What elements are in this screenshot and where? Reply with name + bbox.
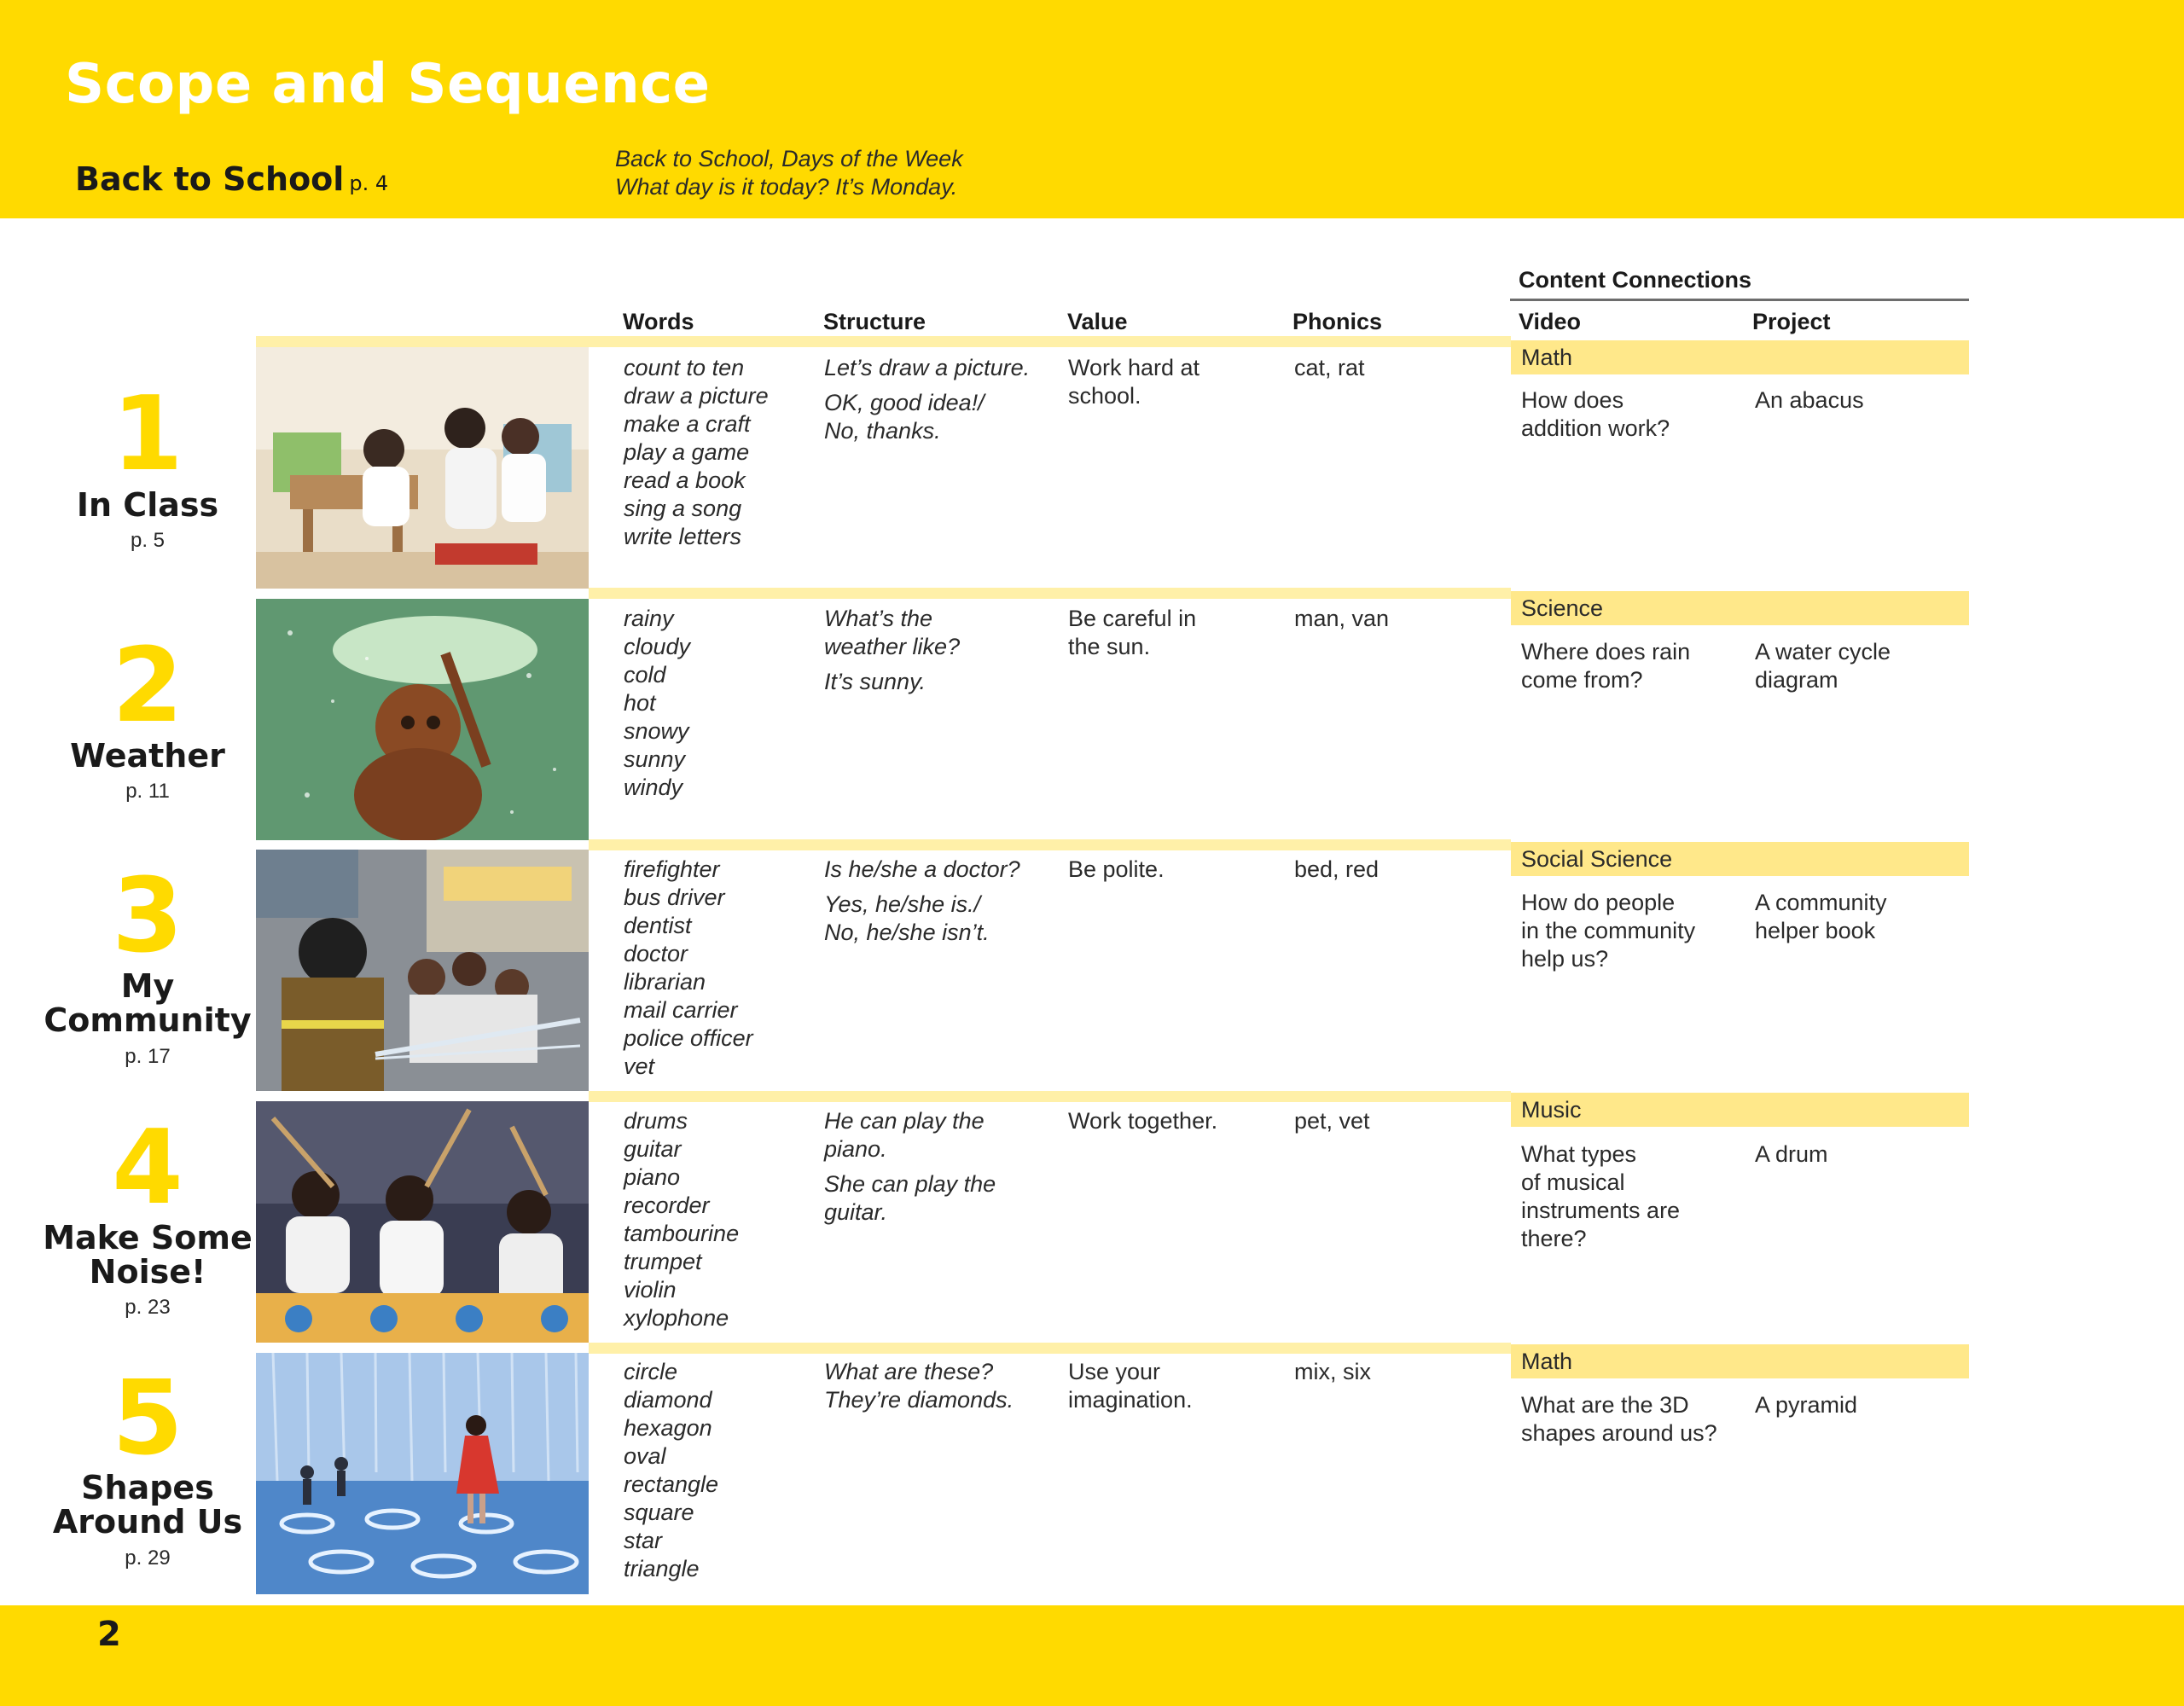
video-cell bbox=[1521, 889, 1695, 973]
structure-line: OK, good idea!/ bbox=[824, 390, 985, 415]
word-item: cloudy bbox=[624, 634, 691, 659]
word-item: doctor bbox=[624, 941, 688, 966]
subject-band: Social Science bbox=[1511, 842, 1969, 876]
unit-number: 1 bbox=[112, 375, 183, 494]
word-item: bus driver bbox=[624, 885, 725, 910]
unit-photo bbox=[256, 1101, 589, 1343]
structure-line: Let’s draw a picture. bbox=[824, 355, 1031, 380]
structure-line: guitar. bbox=[824, 1199, 888, 1225]
video-line: How does bbox=[1521, 387, 1624, 413]
word-item: circle bbox=[624, 1359, 678, 1384]
word-item: snowy bbox=[624, 718, 689, 744]
video-line: come from? bbox=[1521, 667, 1643, 693]
column-header-value: Value bbox=[1067, 309, 1128, 334]
value-line: Use your bbox=[1068, 1359, 1161, 1384]
word-item: make a craft bbox=[624, 411, 751, 437]
footer-band bbox=[0, 1605, 2184, 1706]
word-item: count to ten bbox=[624, 355, 745, 380]
phonics-cell: pet, vet bbox=[1294, 1108, 1370, 1134]
word-item: piano bbox=[624, 1164, 681, 1190]
project-line: diagram bbox=[1755, 667, 1838, 693]
project-cell bbox=[1755, 1391, 1857, 1419]
structure-line: Yes, he/she is./ bbox=[824, 891, 981, 917]
structure-cell bbox=[824, 354, 1030, 445]
unit-title bbox=[28, 969, 267, 1037]
unit-title bbox=[28, 1471, 267, 1539]
unit-page: p. 17 bbox=[125, 1045, 171, 1068]
unit-title-line: Community bbox=[44, 1001, 252, 1039]
subject-band: Science bbox=[1511, 591, 1969, 625]
word-item: rainy bbox=[624, 606, 674, 631]
words-cell bbox=[624, 354, 769, 551]
word-item: police officer bbox=[624, 1025, 753, 1051]
video-line: addition work? bbox=[1521, 415, 1670, 441]
column-header-structure: Structure bbox=[823, 309, 926, 334]
structure-line: No, he/she isn’t. bbox=[824, 920, 990, 945]
word-item: tambourine bbox=[624, 1221, 740, 1246]
word-item: triangle bbox=[624, 1556, 700, 1581]
value-cell bbox=[1068, 1107, 1217, 1135]
word-item: trumpet bbox=[624, 1249, 702, 1274]
unit-page: p. 5 bbox=[130, 529, 166, 552]
unit-title-line: My bbox=[120, 967, 175, 1005]
word-item: recorder bbox=[624, 1192, 710, 1218]
value-cell bbox=[1068, 1358, 1193, 1414]
value-line: Be polite. bbox=[1068, 856, 1165, 882]
content-connections-rule bbox=[1510, 299, 1969, 301]
structure-line: What’s the bbox=[824, 606, 933, 631]
phonics-cell: bed, red bbox=[1294, 856, 1380, 882]
subject-band: Math bbox=[1511, 1344, 1969, 1378]
word-item: hot bbox=[624, 690, 656, 716]
word-item: xylophone bbox=[624, 1305, 729, 1331]
column-header-words: Words bbox=[623, 309, 694, 334]
back-to-school-line: Back to School, Days of the Week bbox=[615, 146, 963, 171]
unit-title bbox=[28, 488, 267, 522]
column-header-phonics: Phonics bbox=[1292, 309, 1383, 334]
phonics-cell: cat, rat bbox=[1294, 355, 1365, 380]
project-line: An abacus bbox=[1755, 387, 1864, 413]
word-item: oval bbox=[624, 1443, 666, 1469]
word-item: sunny bbox=[624, 746, 686, 772]
structure-line: piano. bbox=[824, 1136, 887, 1162]
project-cell bbox=[1755, 638, 1891, 694]
subject-band: Music bbox=[1511, 1093, 1969, 1127]
word-item: librarian bbox=[624, 969, 706, 995]
unit-number: 4 bbox=[112, 1109, 183, 1227]
unit-number: 2 bbox=[112, 627, 183, 746]
unit-title-line: Make Some bbox=[43, 1219, 253, 1256]
value-line: Be careful in bbox=[1068, 606, 1197, 631]
back-to-school-title bbox=[75, 160, 388, 198]
video-line: instruments are bbox=[1521, 1198, 1681, 1223]
unit-title bbox=[28, 1221, 267, 1289]
phonics-cell: man, van bbox=[1294, 606, 1390, 631]
unit-photo bbox=[256, 347, 589, 589]
unit-photo bbox=[256, 850, 589, 1091]
project-line: A pyramid bbox=[1755, 1392, 1858, 1418]
structure-line: What are these? bbox=[824, 1359, 994, 1384]
word-item: write letters bbox=[624, 524, 742, 549]
page-number: 2 bbox=[97, 1615, 121, 1654]
word-item: firefighter bbox=[624, 856, 720, 882]
unit-title-line: Shapes bbox=[81, 1469, 214, 1506]
word-item: star bbox=[624, 1528, 663, 1553]
unit-photo bbox=[256, 1353, 589, 1594]
structure-line: She can play the bbox=[824, 1171, 996, 1197]
word-item: sing a song bbox=[624, 496, 742, 521]
back-to-school-line: What day is it today? It’s Monday. bbox=[615, 174, 958, 200]
value-line: Work hard at bbox=[1068, 355, 1200, 380]
row-band bbox=[589, 588, 1511, 599]
unit-title-line: Weather bbox=[70, 737, 225, 775]
video-line: help us? bbox=[1521, 946, 1609, 972]
unit-title-line: Noise! bbox=[89, 1253, 206, 1291]
word-item: dentist bbox=[624, 913, 692, 938]
structure-line: It’s sunny. bbox=[824, 669, 926, 694]
project-line: helper book bbox=[1755, 918, 1876, 943]
unit-title bbox=[28, 739, 267, 773]
project-line: A water cycle bbox=[1755, 639, 1891, 664]
back-to-school-label: Back to School bbox=[75, 160, 345, 198]
unit-title-line: Around Us bbox=[52, 1503, 243, 1541]
value-line: imagination. bbox=[1068, 1387, 1193, 1413]
value-line: the sun. bbox=[1068, 634, 1151, 659]
row-band bbox=[589, 839, 1511, 850]
video-cell bbox=[1521, 1140, 1680, 1253]
word-item: hexagon bbox=[624, 1415, 712, 1441]
column-header-video: Video bbox=[1519, 309, 1582, 334]
words-cell bbox=[624, 1358, 718, 1583]
row-band bbox=[589, 1343, 1511, 1354]
column-header-project: Project bbox=[1752, 309, 1831, 334]
video-line: How do people bbox=[1521, 890, 1676, 915]
unit-number: 3 bbox=[112, 857, 183, 976]
unit-page: p. 23 bbox=[125, 1296, 171, 1319]
word-item: drums bbox=[624, 1108, 688, 1134]
word-item: play a game bbox=[624, 439, 750, 465]
project-cell bbox=[1755, 889, 1887, 945]
unit-title-line: In Class bbox=[76, 486, 219, 524]
word-item: windy bbox=[624, 775, 683, 800]
word-item: read a book bbox=[624, 467, 746, 493]
video-line: Where does rain bbox=[1521, 639, 1691, 664]
video-line: What are the 3D bbox=[1521, 1392, 1689, 1418]
word-item: cold bbox=[624, 662, 666, 688]
row-band bbox=[589, 336, 1511, 347]
phonics-cell: mix, six bbox=[1294, 1359, 1371, 1384]
project-cell bbox=[1755, 386, 1864, 415]
video-line: in the community bbox=[1521, 918, 1696, 943]
words-cell bbox=[624, 856, 753, 1081]
structure-line: Is he/she a doctor? bbox=[824, 856, 1020, 882]
words-cell bbox=[624, 1107, 739, 1332]
word-item: guitar bbox=[624, 1136, 682, 1162]
unit-number: 5 bbox=[112, 1360, 183, 1478]
video-line: What types bbox=[1521, 1141, 1637, 1167]
structure-line: No, thanks. bbox=[824, 418, 941, 444]
video-line: shapes around us? bbox=[1521, 1420, 1717, 1446]
structure-cell bbox=[824, 1358, 1014, 1414]
unit-page: p. 29 bbox=[125, 1546, 171, 1570]
subject-band: Math bbox=[1511, 340, 1969, 374]
value-cell bbox=[1068, 605, 1196, 661]
structure-cell bbox=[824, 605, 960, 696]
project-line: A drum bbox=[1755, 1141, 1828, 1167]
page-title: Scope and Sequence bbox=[65, 53, 711, 116]
value-line: school. bbox=[1068, 383, 1141, 409]
unit-page: p. 11 bbox=[125, 780, 170, 803]
word-item: mail carrier bbox=[624, 997, 738, 1023]
word-item: rectangle bbox=[624, 1471, 719, 1497]
video-cell bbox=[1521, 1391, 1717, 1448]
structure-line: He can play the bbox=[824, 1108, 985, 1134]
word-item: draw a picture bbox=[624, 383, 769, 409]
word-item: vet bbox=[624, 1053, 655, 1079]
content-connections-heading: Content Connections bbox=[1519, 267, 1751, 293]
structure-cell bbox=[824, 856, 1020, 947]
words-cell bbox=[624, 605, 690, 802]
structure-line: weather like? bbox=[824, 634, 961, 659]
video-cell bbox=[1521, 638, 1690, 694]
unit-photo bbox=[256, 599, 589, 840]
project-line: A community bbox=[1755, 890, 1887, 915]
back-to-school-description bbox=[615, 145, 963, 201]
value-line: Work together. bbox=[1068, 1108, 1218, 1134]
word-item: violin bbox=[624, 1277, 677, 1303]
word-item: diamond bbox=[624, 1387, 712, 1413]
value-cell bbox=[1068, 856, 1165, 884]
value-cell bbox=[1068, 354, 1199, 410]
video-cell bbox=[1521, 386, 1670, 443]
video-line: of musical bbox=[1521, 1169, 1625, 1195]
video-line: there? bbox=[1521, 1226, 1587, 1251]
word-item: square bbox=[624, 1500, 694, 1525]
structure-cell bbox=[824, 1107, 996, 1227]
project-cell bbox=[1755, 1140, 1828, 1169]
back-to-school-page: p. 4 bbox=[349, 171, 389, 195]
structure-line: They’re diamonds. bbox=[824, 1387, 1014, 1413]
row-band bbox=[589, 1091, 1511, 1102]
